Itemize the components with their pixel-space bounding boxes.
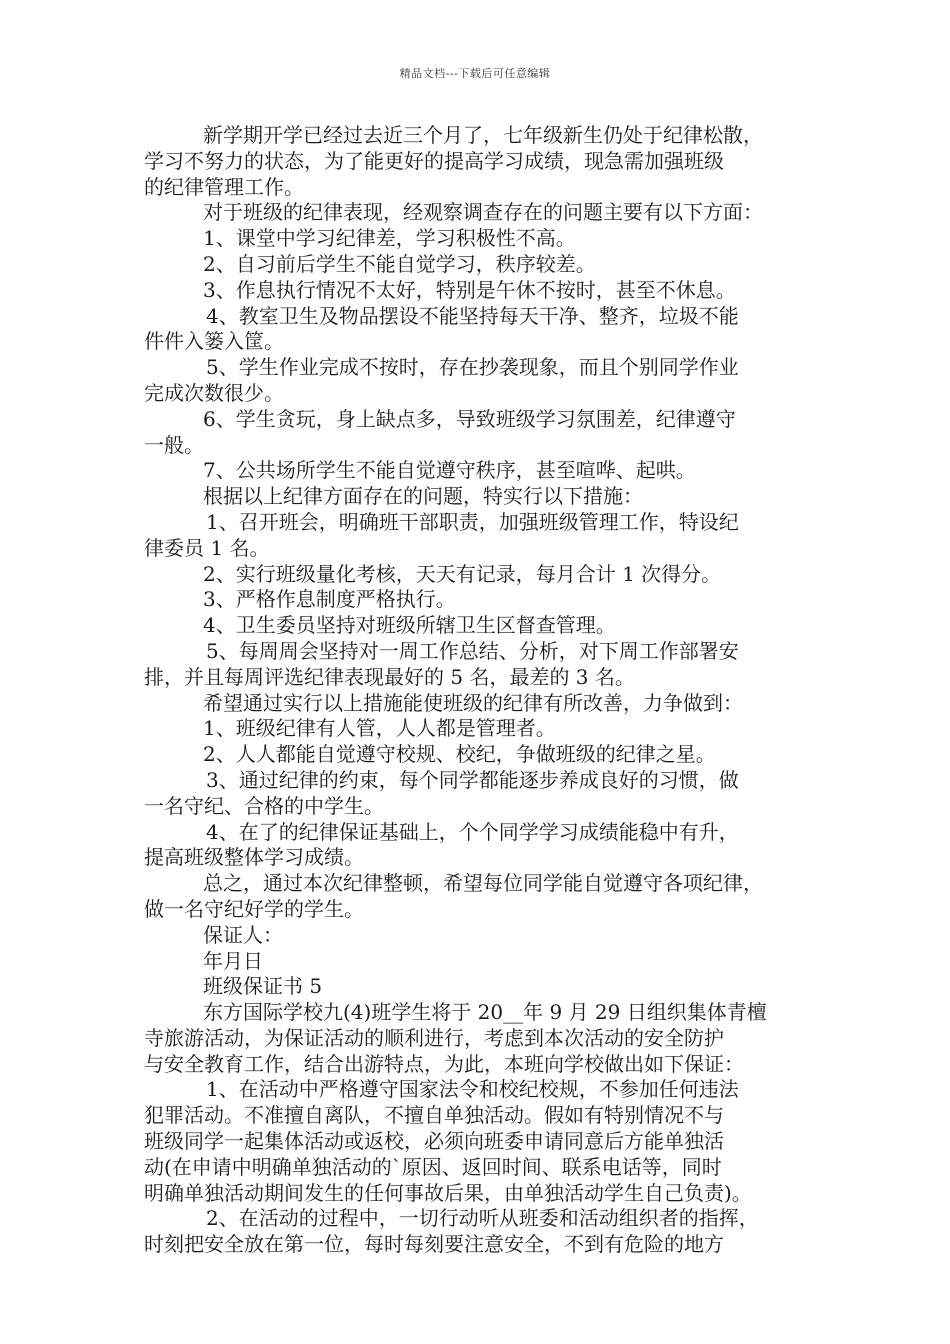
text-line: 对于班级的纪律表现，经观察调查存在的问题主要有以下方面： bbox=[203, 200, 763, 225]
text-line: 2、人人都能自觉遵守校规、校纪，争做班级的纪律之星。 bbox=[203, 742, 716, 767]
text-line: 提高班级整体学习成绩。 bbox=[144, 845, 364, 870]
page-header: 精品文档---下载后可任意编辑 bbox=[399, 67, 551, 80]
text-line: 4、在了的纪律保证基础上，个个同学学习成绩能稳中有升， bbox=[206, 819, 739, 844]
text-line: 1、班级纪律有人管，人人都是管理者。 bbox=[203, 716, 556, 741]
text-line: 学习不努力的状态，为了能更好的提高学习成绩，现急需加强班级 bbox=[144, 148, 724, 173]
text-line: 律委员 1 名。 bbox=[144, 535, 270, 560]
text-line: 班级保证书 5 bbox=[203, 974, 323, 999]
text-line: 根据以上纪律方面存在的问题，特实行以下措施： bbox=[203, 484, 643, 509]
text-line: 2、自习前后学生不能自觉学习，秩序较差。 bbox=[203, 251, 596, 276]
text-line: 件件入篓入筐。 bbox=[144, 329, 284, 354]
text-line: 一般。 bbox=[144, 432, 204, 457]
text-line: 2、实行班级量化考核，天天有记录，每月合计 1 次得分。 bbox=[203, 561, 722, 586]
text-line: 3、通过纪律的约束，每个同学都能逐步养成良好的习惯，做 bbox=[206, 767, 739, 792]
text-line: 7、公共场所学生不能自觉遵守秩序，甚至喧哗、起哄。 bbox=[203, 458, 696, 483]
text-line: 年月日 bbox=[203, 948, 263, 973]
text-line: 1、课堂中学习纪律差，学习积极性不高。 bbox=[203, 226, 576, 251]
text-line: 5、每周周会坚持对一周工作总结、分析，对下周工作部署安 bbox=[206, 638, 739, 663]
text-line: 寺旅游活动，为保证活动的顺利进行，考虑到本次活动的安全防护 bbox=[144, 1025, 724, 1050]
text-line: 1、召开班会，明确班干部职责，加强班级管理工作，特设纪 bbox=[206, 509, 739, 534]
text-line: 6、学生贪玩，身上缺点多，导致班级学习氛围差，纪律遵守 bbox=[203, 406, 736, 431]
text-line: 3、作息执行情况不太好，特别是午休不按时，甚至不休息。 bbox=[203, 277, 736, 302]
text-line: 明确单独活动期间发生的任何事故后果，由单独活动学生自己负责)。 bbox=[144, 1180, 752, 1205]
text-line: 4、卫生委员坚持对班级所辖卫生区督查管理。 bbox=[203, 613, 616, 638]
text-line: 一名守纪、合格的中学生。 bbox=[144, 793, 384, 818]
text-line: 2、在活动的过程中，一切行动听从班委和活动组织者的指挥， bbox=[206, 1206, 759, 1231]
text-line: 排，并且每周评选纪律表现最好的 5 名，最差的 3 名。 bbox=[144, 664, 635, 689]
text-line: 希望通过实行以上措施能使班级的纪律有所改善，力争做到： bbox=[203, 690, 743, 715]
text-line: 与安全教育工作，结合出游特点，为此，本班向学校做出如下保证： bbox=[144, 1051, 744, 1076]
text-line: 犯罪活动。不准擅自离队，不擅自单独活动。假如有特别情况不与 bbox=[144, 1103, 724, 1128]
text-line: 完成次数很少。 bbox=[144, 380, 284, 405]
text-line: 4、教室卫生及物品摆设不能坚持每天干净、整齐，垃圾不能 bbox=[206, 303, 739, 328]
text-line: 1、在活动中严格遵守国家法令和校纪校规，不参加任何违法 bbox=[206, 1077, 739, 1102]
document-body bbox=[144, 123, 826, 1258]
text-line: 3、严格作息制度严格执行。 bbox=[203, 587, 456, 612]
text-line: 总之，通过本次纪律整顿，希望每位同学能自觉遵守各项纪律， bbox=[203, 871, 763, 896]
text-line: 时刻把安全放在第一位，每时每刻要注意安全，不到有危险的地方 bbox=[144, 1232, 724, 1257]
text-line: 保证人： bbox=[203, 922, 283, 947]
text-line: 东方国际学校九(4)班学生将于 20__年 9 月 29 日组织集体青檀 bbox=[203, 1000, 767, 1025]
text-line: 动(在申请中明确单独活动的`原因、返回时间、联系电话等，同时 bbox=[144, 1154, 722, 1179]
text-line: 的纪律管理工作。 bbox=[144, 174, 304, 199]
text-line: 做一名守纪好学的学生。 bbox=[144, 896, 364, 921]
text-line: 新学期开学已经过去近三个月了，七年级新生仍处于纪律松散， bbox=[203, 123, 763, 147]
text-line: 班级同学一起集体活动或返校，必须向班委申请同意后方能单独活 bbox=[144, 1129, 724, 1154]
text-line: 5、学生作业完成不按时，存在抄袭现象，而且个别同学作业 bbox=[206, 355, 739, 380]
